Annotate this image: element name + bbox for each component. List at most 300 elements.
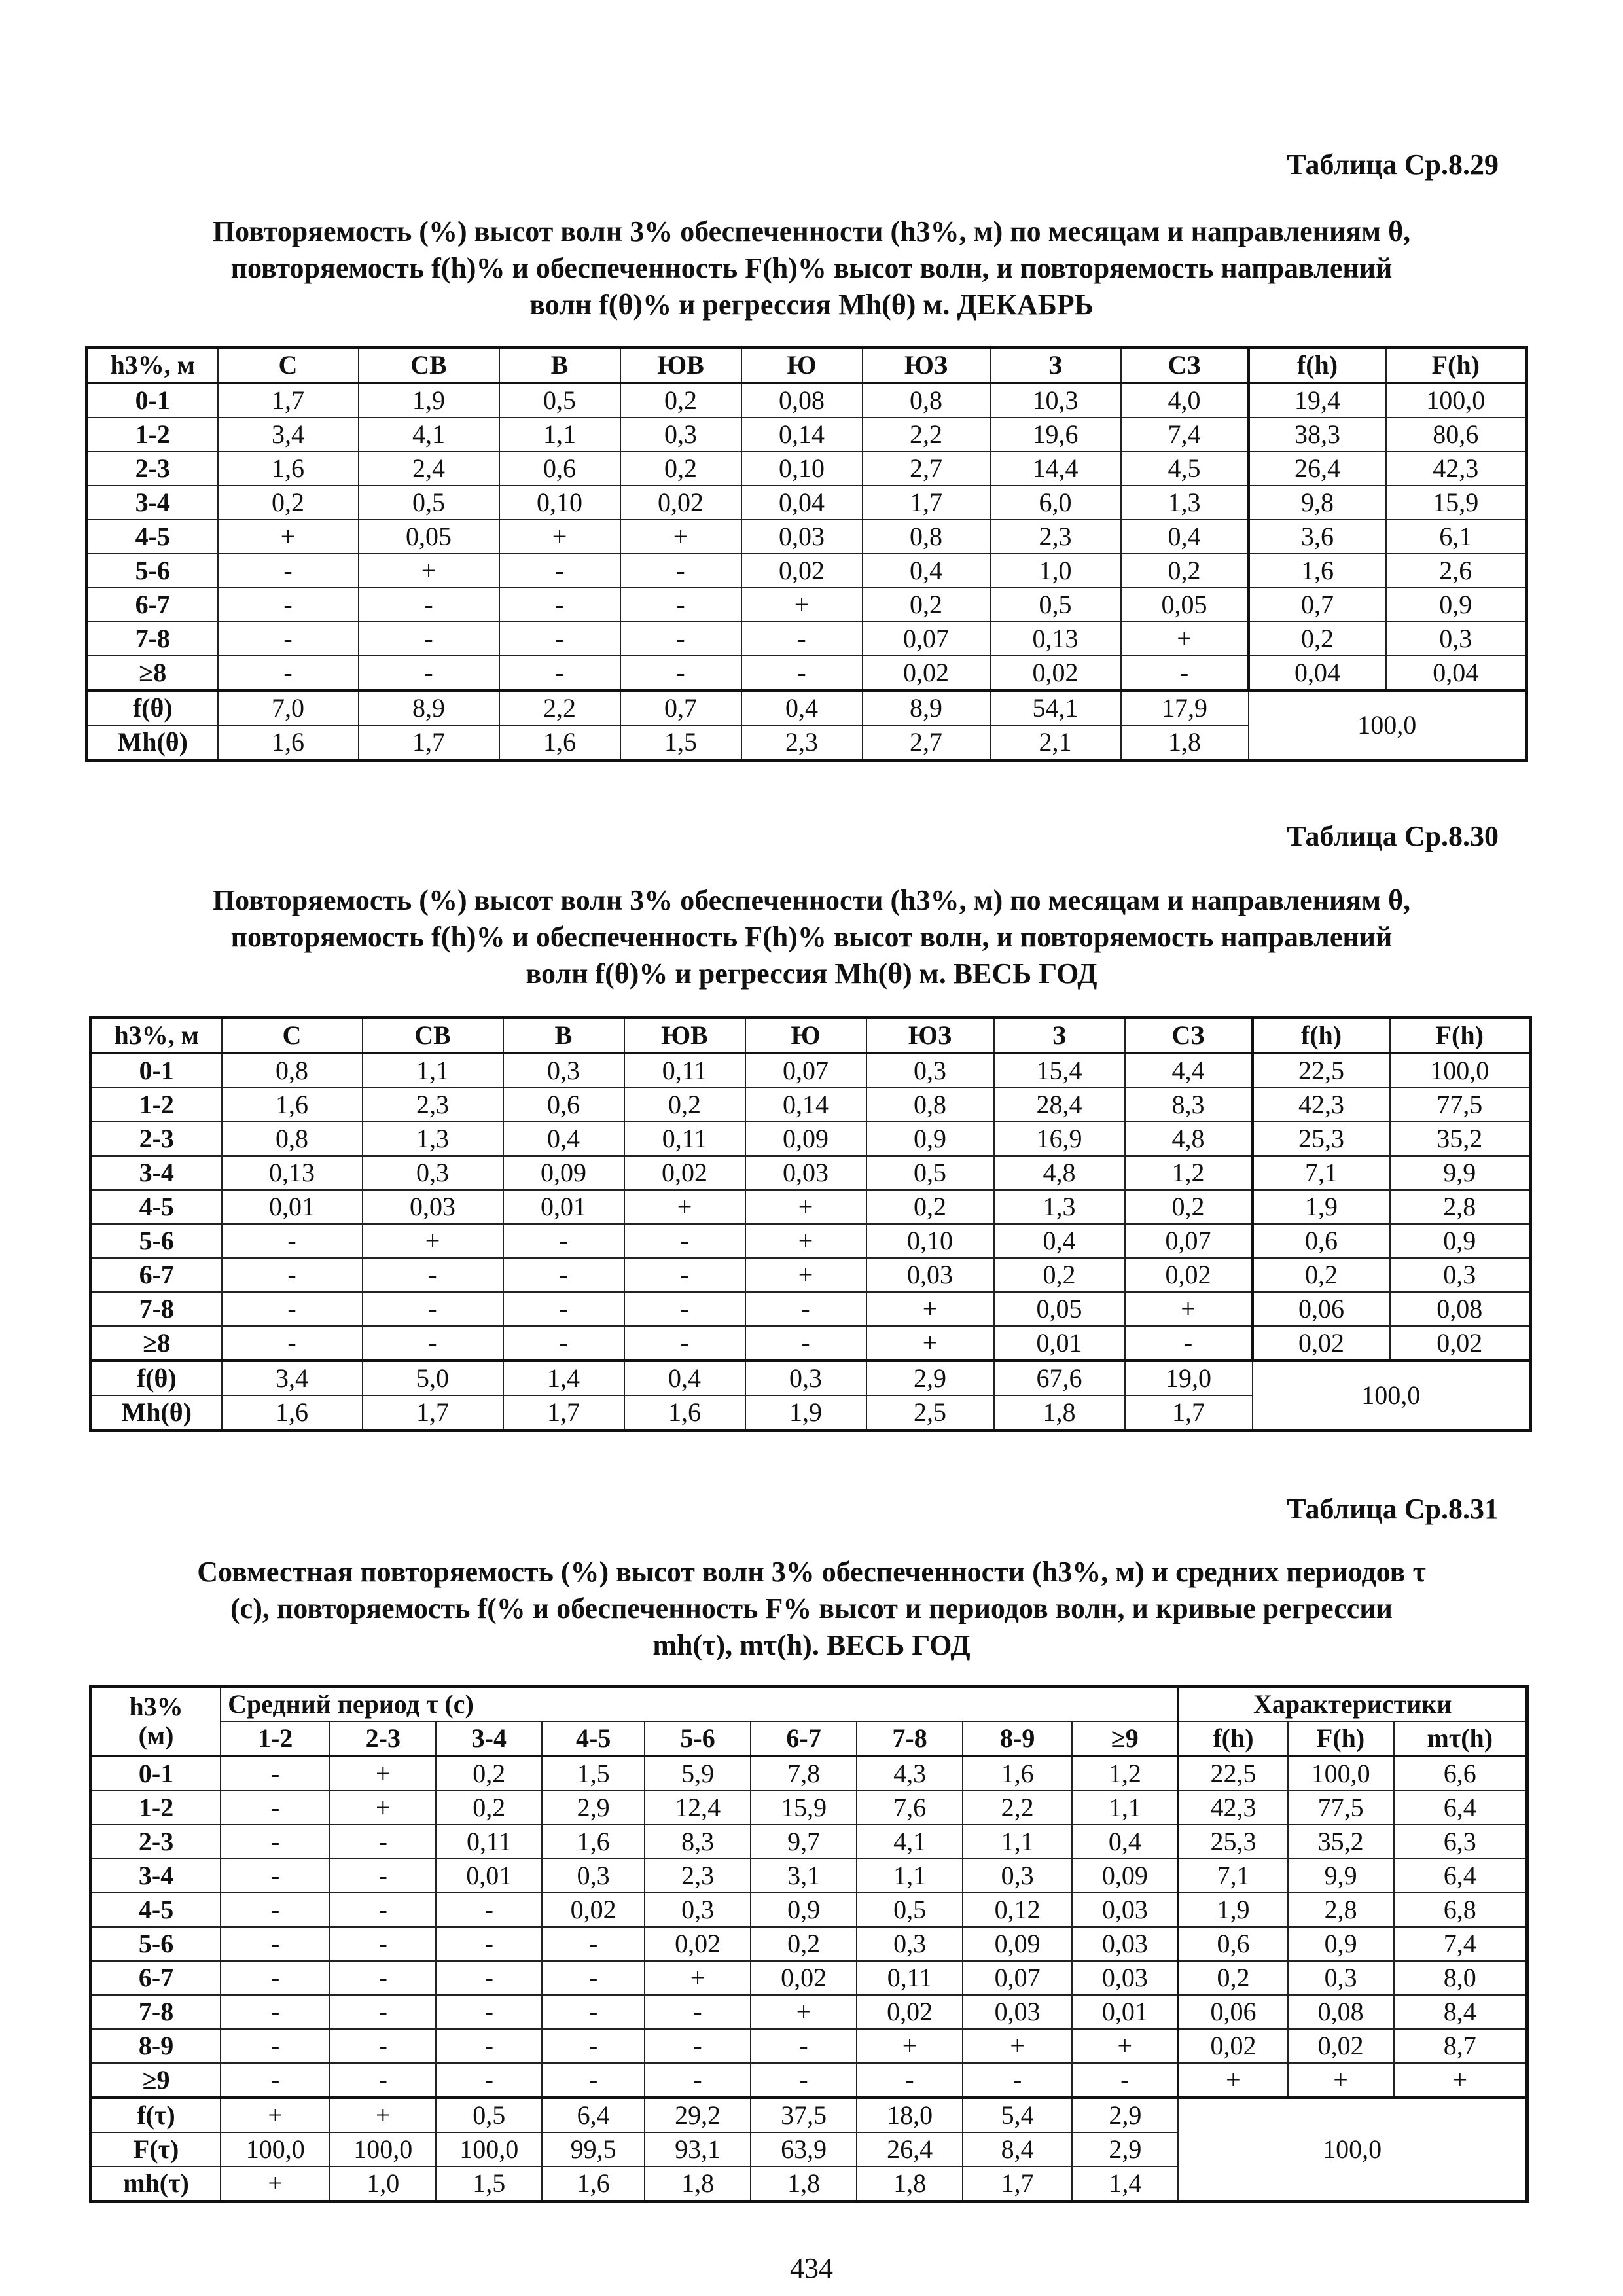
table-cell: 0,01 bbox=[994, 1326, 1125, 1361]
table-row bbox=[87, 588, 1527, 622]
column-header: ЮЗ bbox=[866, 1018, 994, 1054]
table-cell: + bbox=[963, 2029, 1072, 2063]
table-row bbox=[91, 1756, 1527, 1791]
table-cell: 1,4 bbox=[1072, 2166, 1178, 2202]
table-cell: 0,8 bbox=[863, 520, 990, 554]
table-31-title bbox=[98, 1554, 1525, 1664]
table-cell: - bbox=[221, 2029, 330, 2063]
table-cell: - bbox=[741, 656, 863, 691]
table-row bbox=[87, 486, 1527, 520]
table-cell: - bbox=[330, 2029, 436, 2063]
table-cell: + bbox=[745, 1224, 866, 1258]
table-cell: - bbox=[436, 2063, 542, 2098]
column-header: В bbox=[499, 348, 620, 384]
table-cell: 0,02 bbox=[1288, 2029, 1394, 2063]
table-cell: 0,9 bbox=[1288, 1927, 1394, 1961]
table-cell: 7,8 bbox=[751, 1756, 857, 1791]
total-cell: 100,0 bbox=[1178, 2098, 1527, 2202]
table-cell: 8,4 bbox=[963, 2132, 1072, 2166]
table-cell: 0,11 bbox=[624, 1122, 745, 1156]
table-cell: 0,6 bbox=[1178, 1927, 1287, 1961]
table-cell: 17,9 bbox=[1121, 691, 1249, 725]
table-cell: 1,6 bbox=[963, 1756, 1072, 1791]
table-cell: 1,0 bbox=[990, 554, 1121, 588]
table-29 bbox=[85, 346, 1528, 762]
row-header: 4-5 bbox=[87, 520, 218, 554]
table-cell: 0,3 bbox=[645, 1893, 751, 1927]
column-header: СВ bbox=[359, 348, 499, 384]
table-cell: + bbox=[1072, 2029, 1178, 2063]
table-cell: 0,08 bbox=[741, 383, 863, 418]
table-cell: 0,10 bbox=[741, 452, 863, 486]
table-cell: 0,04 bbox=[741, 486, 863, 520]
row-header: 6-7 bbox=[91, 1961, 221, 1995]
table-row bbox=[91, 1326, 1531, 1361]
table-cell: 0,3 bbox=[1386, 622, 1527, 656]
table-cell: 1,2 bbox=[1125, 1156, 1253, 1190]
table-cell: 0,2 bbox=[620, 383, 741, 418]
table-cell: 100,0 bbox=[221, 2132, 330, 2166]
table-cell: - bbox=[624, 1258, 745, 1292]
table-cell: 15,9 bbox=[751, 1791, 857, 1825]
table-cell: 26,4 bbox=[857, 2132, 963, 2166]
table-cell: 0,4 bbox=[741, 691, 863, 725]
table-row bbox=[91, 1927, 1527, 1961]
table-cell: 1,1 bbox=[363, 1053, 503, 1088]
table-cell: - bbox=[963, 2063, 1072, 2098]
table-cell: - bbox=[645, 2029, 751, 2063]
table-cell: 8,3 bbox=[1125, 1088, 1253, 1122]
table-cell: 0,2 bbox=[436, 1791, 542, 1825]
table-cell: 67,6 bbox=[994, 1361, 1125, 1395]
table-cell: 42,3 bbox=[1386, 452, 1527, 486]
table-cell: 0,02 bbox=[990, 656, 1121, 691]
table-cell: 0,03 bbox=[1072, 1893, 1178, 1927]
table-cell: 0,02 bbox=[645, 1927, 751, 1961]
table-cell: 0,05 bbox=[359, 520, 499, 554]
table-cell: 1,9 bbox=[1178, 1893, 1287, 1927]
table-cell: - bbox=[503, 1224, 624, 1258]
table-cell: 0,2 bbox=[1121, 554, 1249, 588]
table-cell: - bbox=[1072, 2063, 1178, 2098]
table-cell: - bbox=[222, 1224, 363, 1258]
table-cell: - bbox=[741, 622, 863, 656]
table-cell: 1,9 bbox=[359, 383, 499, 418]
column-header: ≥9 bbox=[1072, 1721, 1178, 1756]
table-cell: - bbox=[542, 2029, 645, 2063]
table-cell: 42,3 bbox=[1253, 1088, 1390, 1122]
h-column-header bbox=[91, 1687, 221, 1757]
table-cell: 6,0 bbox=[990, 486, 1121, 520]
table-cell: 2,1 bbox=[990, 725, 1121, 761]
row-header: ≥8 bbox=[87, 656, 218, 691]
table-cell: + bbox=[866, 1292, 994, 1326]
column-header: 3-4 bbox=[436, 1721, 542, 1756]
table-cell: - bbox=[363, 1258, 503, 1292]
table-cell: 99,5 bbox=[542, 2132, 645, 2166]
column-header: СВ bbox=[363, 1018, 503, 1054]
table-cell: + bbox=[741, 588, 863, 622]
table-cell: 6,3 bbox=[1394, 1825, 1527, 1859]
table-cell: 1,4 bbox=[503, 1361, 624, 1395]
row-header: ≥9 bbox=[91, 2063, 221, 2098]
table-cell: 0,02 bbox=[1390, 1326, 1531, 1361]
table-cell: 9,9 bbox=[1288, 1859, 1394, 1893]
table-cell: + bbox=[866, 1326, 994, 1361]
table-cell: - bbox=[359, 588, 499, 622]
table-cell: 93,1 bbox=[645, 2132, 751, 2166]
table-cell: 0,10 bbox=[866, 1224, 994, 1258]
table-row bbox=[91, 1156, 1531, 1190]
table-cell: - bbox=[330, 1825, 436, 1859]
table-cell: 0,02 bbox=[857, 1995, 963, 2029]
column-header: СЗ bbox=[1125, 1018, 1253, 1054]
column-header: f(h) bbox=[1249, 348, 1386, 384]
table-row bbox=[91, 1961, 1527, 1995]
table-cell: - bbox=[542, 1927, 645, 1961]
table-cell: + bbox=[857, 2029, 963, 2063]
table-cell: 1,6 bbox=[218, 452, 359, 486]
table-cell: - bbox=[359, 622, 499, 656]
table-cell: - bbox=[503, 1292, 624, 1326]
column-header: З bbox=[990, 348, 1121, 384]
table-cell: 0,03 bbox=[1072, 1961, 1178, 1995]
column-header: f(h) bbox=[1253, 1018, 1390, 1054]
table-cell: - bbox=[745, 1292, 866, 1326]
table-cell: 0,02 bbox=[1125, 1258, 1253, 1292]
column-header: Ю bbox=[745, 1018, 866, 1054]
table-cell: 0,6 bbox=[1253, 1224, 1390, 1258]
table-cell: 1,8 bbox=[751, 2166, 857, 2202]
row-header: 7-8 bbox=[87, 622, 218, 656]
table-cell: 0,3 bbox=[963, 1859, 1072, 1893]
table-cell: - bbox=[222, 1292, 363, 1326]
table-30-title bbox=[98, 882, 1525, 992]
table-cell: 77,5 bbox=[1288, 1791, 1394, 1825]
table-cell: - bbox=[330, 1859, 436, 1893]
table-cell: 0,03 bbox=[866, 1258, 994, 1292]
table-cell: 8,4 bbox=[1394, 1995, 1527, 2029]
table-sub-header-row bbox=[91, 1721, 1527, 1756]
table-cell: - bbox=[624, 1326, 745, 1361]
table-cell: - bbox=[620, 588, 741, 622]
table-cell: - bbox=[222, 1258, 363, 1292]
table-cell: 0,2 bbox=[751, 1927, 857, 1961]
table-cell: 2,3 bbox=[645, 1859, 751, 1893]
row-header: ≥8 bbox=[91, 1326, 222, 1361]
row-header: 2-3 bbox=[87, 452, 218, 486]
row-header: 5-6 bbox=[91, 1927, 221, 1961]
table-cell: 1,1 bbox=[963, 1825, 1072, 1859]
table-cell: 2,4 bbox=[359, 452, 499, 486]
f-theta-row bbox=[91, 1361, 1531, 1395]
table-cell: 0,09 bbox=[1072, 1859, 1178, 1893]
table-cell: 5,0 bbox=[363, 1361, 503, 1395]
column-header: F(h) bbox=[1386, 348, 1527, 384]
table-cell: 1,3 bbox=[994, 1190, 1125, 1224]
table-cell: 0,3 bbox=[1390, 1258, 1531, 1292]
table-cell: - bbox=[542, 1961, 645, 1995]
table-cell: + bbox=[745, 1258, 866, 1292]
table-cell: 0,03 bbox=[741, 520, 863, 554]
table-row bbox=[91, 1893, 1527, 1927]
row-header: f(θ) bbox=[91, 1361, 222, 1395]
table-cell: - bbox=[499, 622, 620, 656]
table-cell: 0,9 bbox=[751, 1893, 857, 1927]
table-cell: - bbox=[620, 622, 741, 656]
table-cell: 1,6 bbox=[222, 1395, 363, 1431]
table-cell: 0,2 bbox=[1178, 1961, 1287, 1995]
table-cell: 4,1 bbox=[359, 418, 499, 452]
table-cell: 3,6 bbox=[1249, 520, 1386, 554]
column-header: С bbox=[218, 348, 359, 384]
total-cell: 100,0 bbox=[1249, 691, 1527, 761]
table-cell: 0,02 bbox=[751, 1961, 857, 1995]
table-cell: 0,3 bbox=[542, 1859, 645, 1893]
table-cell: 4,5 bbox=[1121, 452, 1249, 486]
table-29-title-line-1: Повторяемость (%) высот волн 3% обеспеченности (h3%, м) по месяцам и направлениям θ, bbox=[212, 215, 1411, 247]
table-cell: 1,7 bbox=[1125, 1395, 1253, 1431]
table-cell: 9,8 bbox=[1249, 486, 1386, 520]
page-number: 434 bbox=[790, 2252, 833, 2284]
table-row bbox=[87, 656, 1527, 691]
table-cell: - bbox=[499, 656, 620, 691]
table-cell: 19,4 bbox=[1249, 383, 1386, 418]
table-cell: 0,06 bbox=[1178, 1995, 1287, 2029]
table-cell: 0,07 bbox=[863, 622, 990, 656]
table-cell: 8,7 bbox=[1394, 2029, 1527, 2063]
column-header: 2-3 bbox=[330, 1721, 436, 1756]
table-cell: 1,8 bbox=[857, 2166, 963, 2202]
table-cell: 5,4 bbox=[963, 2098, 1072, 2132]
table-cell: + bbox=[363, 1224, 503, 1258]
column-header: F(h) bbox=[1390, 1018, 1531, 1054]
table-cell: 0,3 bbox=[1288, 1961, 1394, 1995]
table-cell: 0,06 bbox=[1253, 1292, 1390, 1326]
table-cell: 6,4 bbox=[542, 2098, 645, 2132]
table-cell: 0,03 bbox=[745, 1156, 866, 1190]
row-header: Mh(θ) bbox=[87, 725, 218, 761]
table-cell: 7,4 bbox=[1121, 418, 1249, 452]
row-header: 6-7 bbox=[91, 1258, 222, 1292]
table-cell: + bbox=[751, 1995, 857, 2029]
table-cell: - bbox=[359, 656, 499, 691]
table-cell: 0,12 bbox=[963, 1893, 1072, 1927]
table-cell: 0,14 bbox=[745, 1088, 866, 1122]
table-cell: + bbox=[645, 1961, 751, 1995]
table-row bbox=[91, 2063, 1527, 2098]
table-cell: - bbox=[218, 554, 359, 588]
table-cell: 0,2 bbox=[863, 588, 990, 622]
table-cell: 4,8 bbox=[1125, 1122, 1253, 1156]
table-cell: 0,8 bbox=[866, 1088, 994, 1122]
table-cell: + bbox=[221, 2098, 330, 2132]
row-header: 7-8 bbox=[91, 1292, 222, 1326]
table-cell: 15,4 bbox=[994, 1053, 1125, 1088]
table-cell: 1,7 bbox=[503, 1395, 624, 1431]
table-cell: 35,2 bbox=[1288, 1825, 1394, 1859]
table-cell: 0,02 bbox=[620, 486, 741, 520]
table-row bbox=[91, 1791, 1527, 1825]
table-cell: 12,4 bbox=[645, 1791, 751, 1825]
table-cell: 15,9 bbox=[1386, 486, 1527, 520]
table-cell: 0,09 bbox=[963, 1927, 1072, 1961]
row-header: 5-6 bbox=[87, 554, 218, 588]
table-29-title-line-3: волн f(θ)% и регрессия Mh(θ) м. ДЕКАБРЬ bbox=[529, 289, 1094, 321]
table-row bbox=[91, 1258, 1531, 1292]
table-cell: - bbox=[330, 1961, 436, 1995]
table-cell: 0,9 bbox=[1386, 588, 1527, 622]
table-cell: 54,1 bbox=[990, 691, 1121, 725]
table-30-title-line-1: Повторяемость (%) высот волн 3% обеспеченности (h3%, м) по месяцам и направлениям θ, bbox=[212, 884, 1411, 916]
h-unit-label: (м) bbox=[138, 1721, 174, 1750]
table-cell: 0,3 bbox=[503, 1053, 624, 1088]
table-cell: 0,2 bbox=[624, 1088, 745, 1122]
table-cell: + bbox=[745, 1190, 866, 1224]
table-cell: 0,02 bbox=[1178, 2029, 1287, 2063]
table-cell: 0,5 bbox=[990, 588, 1121, 622]
table-cell: + bbox=[1288, 2063, 1394, 2098]
table-30-caption: Таблица Ср.8.30 bbox=[1287, 820, 1499, 852]
row-header: 3-4 bbox=[91, 1859, 221, 1893]
table-row bbox=[91, 1122, 1531, 1156]
table-cell: 35,2 bbox=[1390, 1122, 1531, 1156]
row-header: F(τ) bbox=[91, 2132, 221, 2166]
table-cell: 0,03 bbox=[363, 1190, 503, 1224]
table-cell: 5,9 bbox=[645, 1756, 751, 1791]
table-cell: 0,2 bbox=[1125, 1190, 1253, 1224]
table-cell: 0,02 bbox=[741, 554, 863, 588]
table-cell: 0,2 bbox=[620, 452, 741, 486]
table-29-caption: Таблица Ср.8.29 bbox=[1287, 149, 1499, 181]
table-cell: 0,14 bbox=[741, 418, 863, 452]
table-cell: 0,4 bbox=[503, 1122, 624, 1156]
table-cell: 1,7 bbox=[863, 486, 990, 520]
period-group-header: Средний период τ (с) bbox=[221, 1687, 1178, 1722]
table-cell: 0,08 bbox=[1390, 1292, 1531, 1326]
row-header: Mh(θ) bbox=[91, 1395, 222, 1431]
table-cell: 8,9 bbox=[359, 691, 499, 725]
table-cell: 0,10 bbox=[499, 486, 620, 520]
table-cell: 0,2 bbox=[1249, 622, 1386, 656]
table-cell: - bbox=[221, 1791, 330, 1825]
table-cell: - bbox=[620, 554, 741, 588]
table-cell: 2,5 bbox=[866, 1395, 994, 1431]
table-cell: 19,6 bbox=[990, 418, 1121, 452]
table-cell: 2,2 bbox=[499, 691, 620, 725]
table-cell: 77,5 bbox=[1390, 1088, 1531, 1122]
table-cell: 1,1 bbox=[1072, 1791, 1178, 1825]
table-cell: 0,3 bbox=[363, 1156, 503, 1190]
table-cell: 0,02 bbox=[542, 1893, 645, 1927]
table-cell: 0,2 bbox=[218, 486, 359, 520]
table-cell: 0,02 bbox=[624, 1156, 745, 1190]
table-cell: 100,0 bbox=[330, 2132, 436, 2166]
table-cell: 0,4 bbox=[1121, 520, 1249, 554]
column-header: ЮЗ bbox=[863, 348, 990, 384]
table-cell: 0,07 bbox=[1125, 1224, 1253, 1258]
table-cell: 3,4 bbox=[218, 418, 359, 452]
table-cell: 0,03 bbox=[1072, 1927, 1178, 1961]
table-cell: 1,5 bbox=[436, 2166, 542, 2202]
row-header: 2-3 bbox=[91, 1122, 222, 1156]
column-header: Ю bbox=[741, 348, 863, 384]
column-header: h3%, м bbox=[91, 1018, 222, 1054]
table-cell: 63,9 bbox=[751, 2132, 857, 2166]
column-header: h3%, м bbox=[87, 348, 218, 384]
table-cell: 0,9 bbox=[1390, 1224, 1531, 1258]
table-cell: 6,8 bbox=[1394, 1893, 1527, 1927]
table-cell: 0,2 bbox=[994, 1258, 1125, 1292]
table-30-title-line-2: повторяемость f(h)% и обеспеченность F(h)% высот волн, и повторяемость направлений bbox=[230, 921, 1393, 953]
table-cell: 0,6 bbox=[499, 452, 620, 486]
table-cell: 1,3 bbox=[363, 1122, 503, 1156]
table-cell: 6,6 bbox=[1394, 1756, 1527, 1791]
table-cell: 2,7 bbox=[863, 725, 990, 761]
table-cell: - bbox=[624, 1292, 745, 1326]
table-cell: 2,3 bbox=[363, 1088, 503, 1122]
table-cell: + bbox=[499, 520, 620, 554]
table-cell: 22,5 bbox=[1253, 1053, 1390, 1088]
table-cell: 22,5 bbox=[1178, 1756, 1287, 1791]
table-cell: 1,8 bbox=[1121, 725, 1249, 761]
table-cell: + bbox=[1394, 2063, 1527, 2098]
table-row bbox=[87, 383, 1527, 418]
table-cell: 0,09 bbox=[503, 1156, 624, 1190]
table-31-title-line-3: mh(τ), mτ(h). ВЕСЬ ГОД bbox=[652, 1629, 971, 1661]
table-30 bbox=[89, 1016, 1532, 1432]
table-header-row bbox=[87, 348, 1527, 384]
column-header: 7-8 bbox=[857, 1721, 963, 1756]
table-cell: 1,7 bbox=[359, 725, 499, 761]
table-cell: 100,0 bbox=[1390, 1053, 1531, 1088]
table-cell: 100,0 bbox=[1386, 383, 1527, 418]
table-31-title-line-1: Совместная повторяемость (%) высот волн 3% обеспеченности (h3%, м) и средних периодов τ bbox=[197, 1556, 1426, 1588]
table-cell: - bbox=[857, 2063, 963, 2098]
row-header: 0-1 bbox=[87, 383, 218, 418]
table-cell: 7,1 bbox=[1253, 1156, 1390, 1190]
table-cell: - bbox=[751, 2029, 857, 2063]
table-cell: 0,3 bbox=[857, 1927, 963, 1961]
table-cell: 0,09 bbox=[745, 1122, 866, 1156]
table-cell: 1,6 bbox=[624, 1395, 745, 1431]
column-header: 1-2 bbox=[221, 1721, 330, 1756]
table-cell: 0,04 bbox=[1386, 656, 1527, 691]
row-header: 1-2 bbox=[91, 1791, 221, 1825]
table-cell: - bbox=[1121, 656, 1249, 691]
table-cell: 0,8 bbox=[222, 1053, 363, 1088]
row-header: 8-9 bbox=[91, 2029, 221, 2063]
table-cell: 1,9 bbox=[1253, 1190, 1390, 1224]
column-header: 4-5 bbox=[542, 1721, 645, 1756]
table-cell: 4,1 bbox=[857, 1825, 963, 1859]
table-cell: 4,4 bbox=[1125, 1053, 1253, 1088]
table-cell: + bbox=[620, 520, 741, 554]
table-cell: 0,2 bbox=[1253, 1258, 1390, 1292]
table-cell: 1,1 bbox=[857, 1859, 963, 1893]
table-cell: 42,3 bbox=[1178, 1791, 1287, 1825]
column-header: 8-9 bbox=[963, 1721, 1072, 1756]
table-cell: 0,03 bbox=[963, 1995, 1072, 2029]
table-cell: 19,0 bbox=[1125, 1361, 1253, 1395]
table-cell: - bbox=[221, 2063, 330, 2098]
table-cell: 10,3 bbox=[990, 383, 1121, 418]
table-cell: 25,3 bbox=[1178, 1825, 1287, 1859]
table-row bbox=[91, 1190, 1531, 1224]
table-cell: + bbox=[330, 1756, 436, 1791]
table-cell: - bbox=[624, 1224, 745, 1258]
table-cell: - bbox=[745, 1326, 866, 1361]
